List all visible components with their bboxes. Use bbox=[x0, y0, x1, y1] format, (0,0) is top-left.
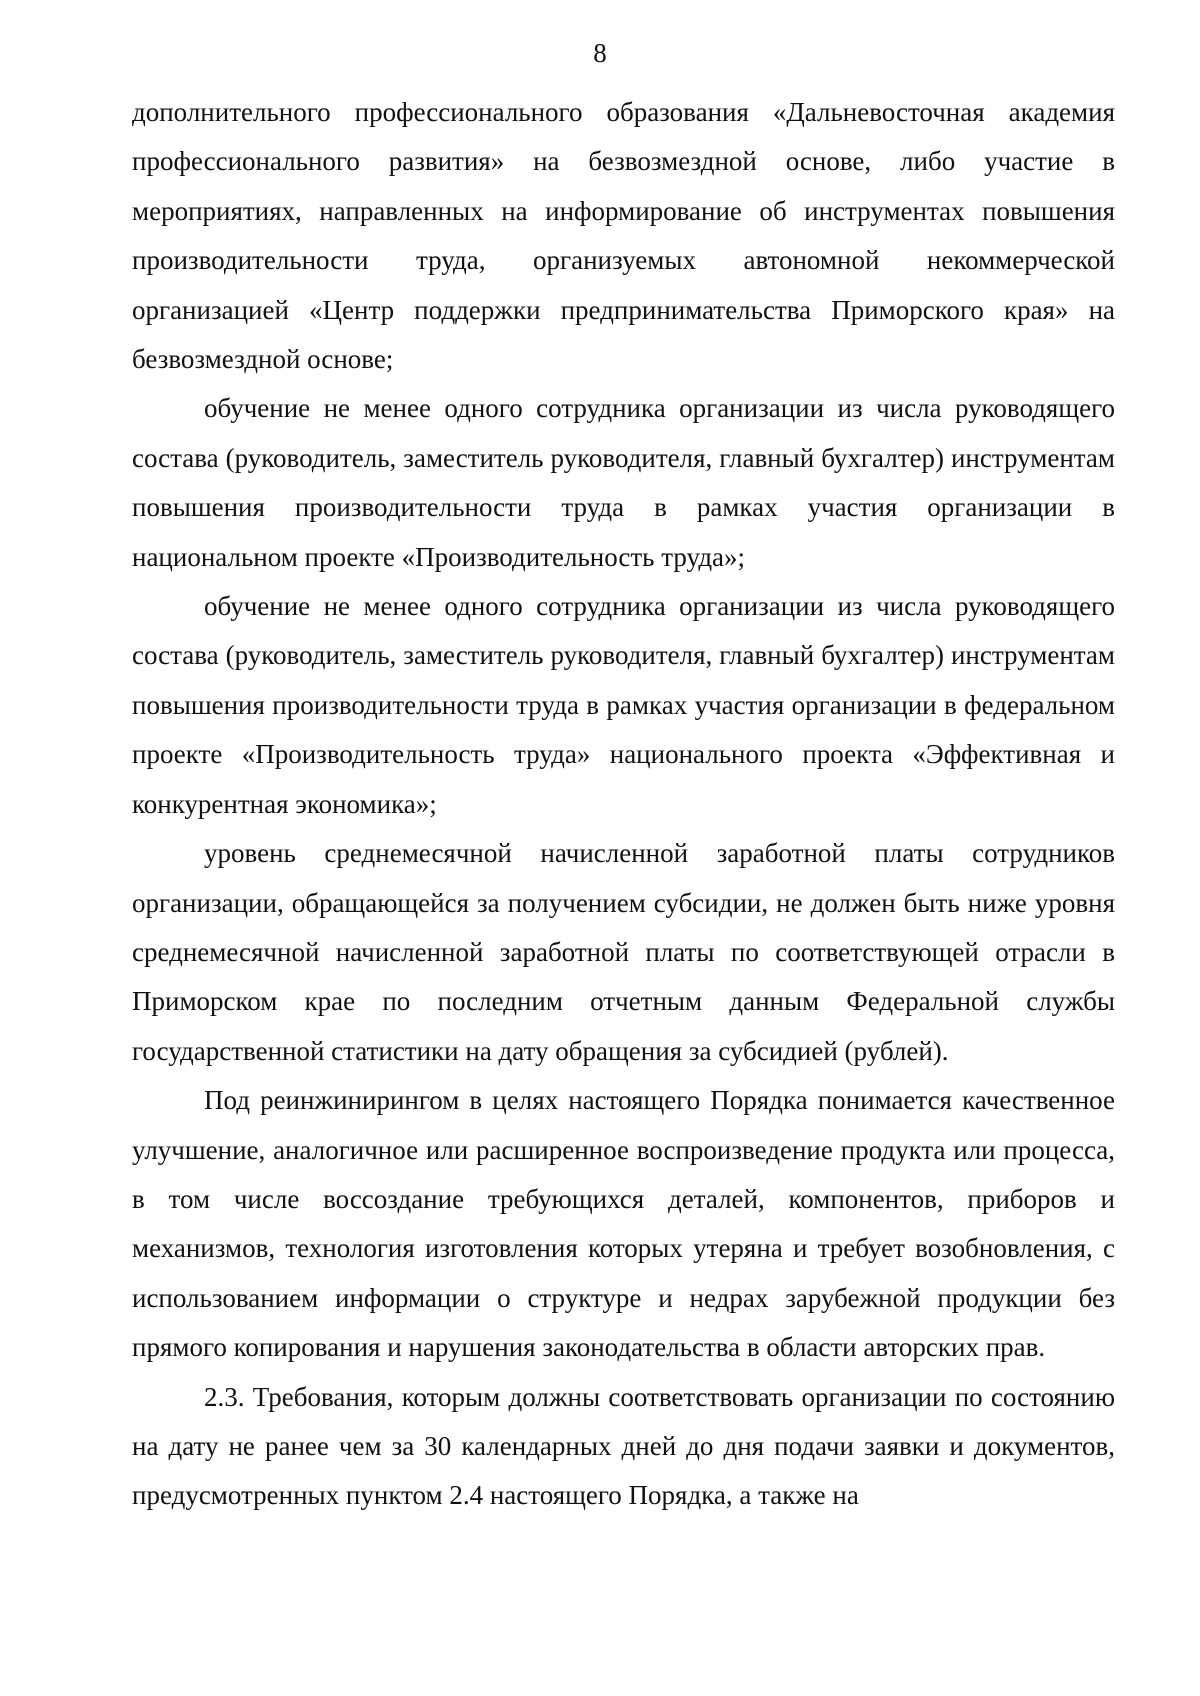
page-number: 8 bbox=[593, 38, 607, 68]
paragraph-4: уровень среднемесячной начисленной заработной платы сотрудников организации, обращающейся за получением субсидии, не должен быть ниже уровня среднемесячной начисленной заработной платы по соответствующей отрасли в Приморском крае по последним отчетным данным Федеральной службы государственной статистики на дату обращения за субсидией (рублей). bbox=[132, 838, 1115, 1066]
paragraph-5: Под реинжинирингом в целях настоящего Порядка понимается качественное улучшение, аналогичное или расширенное воспроизведение продукта или процесса, в том числе воссоздание требующихся деталей, компонентов, приборов и механизмов, технология изготовления которых утеряна и требует возобновления, с использованием информации о структуре и недрах зарубежной продукции без прямого копирования и нарушения законодательства в области авторских прав. bbox=[132, 1085, 1115, 1363]
paragraph-3: обучение не менее одного сотрудника организации из числа руководящего состава (руководитель, заместитель руководителя, главный бухгалтер) инструментам повышения производительности труда в рамках участия организации в федеральном проекте «Производительность труда» национального проекта «Эффективная и конкурентная экономика»; bbox=[132, 591, 1115, 819]
paragraph-6: 2.3. Требования, которым должны соответствовать организации по состоянию на дату не ранее чем за 30 календарных дней до дня подачи заявки и документов, предусмотренных пунктом 2.4 настоящего Порядка, а также на bbox=[132, 1381, 1115, 1511]
paragraph-1: дополнительного профессионального образования «Дальневосточная академия профессионального развития» на безвозмездной основе, либо участие в мероприятиях, направленных на информирование об инструментах повышения производительности труда, организуемых автономной некоммерческой организацией «Центр поддержки предпринимательства Приморского края» на безвозмездной основе; bbox=[132, 97, 1115, 375]
paragraph-2: обучение не менее одного сотрудника организации из числа руководящего состава (руководитель, заместитель руководителя, главный бухгалтер) инструментам повышения производительности труда в рамках участия организации в национальном проекте «Производительность труда»; bbox=[132, 393, 1115, 572]
document-body bbox=[132, 88, 1115, 1521]
